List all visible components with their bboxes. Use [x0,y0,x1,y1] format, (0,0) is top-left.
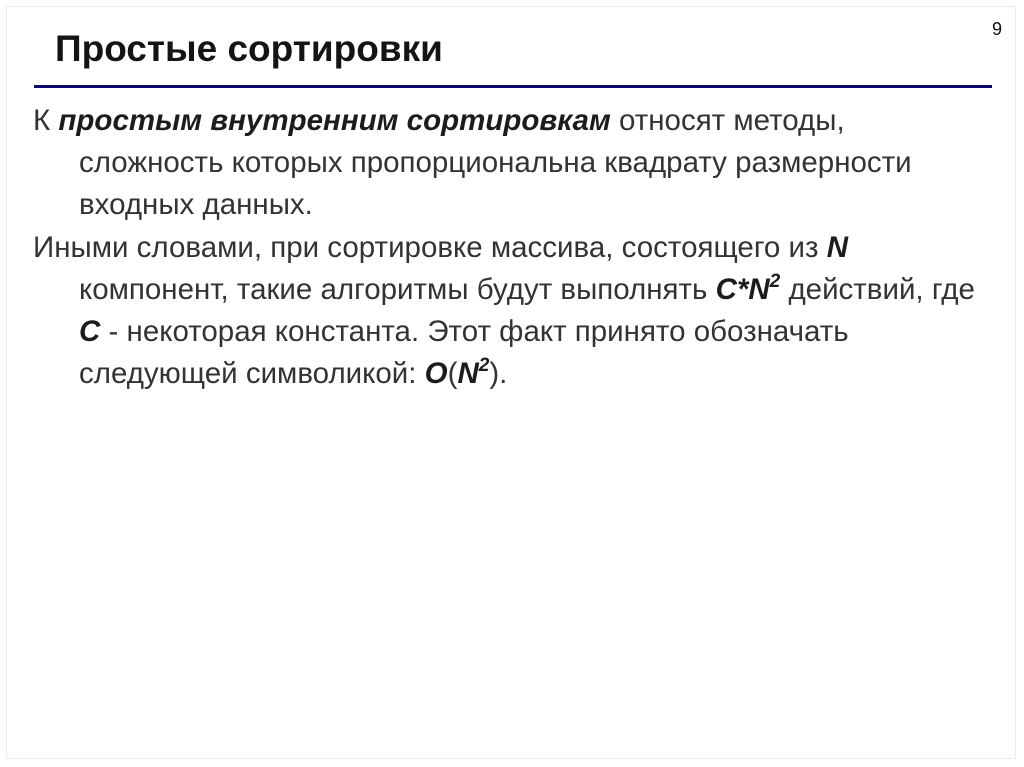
superscript-two: 2 [478,355,490,376]
paragraph-text: относят методы, сложность которых пропорциональна квадрату размерности входных данных. [79,104,912,221]
variable-n: N [826,231,849,264]
formula-c-times-n: C*N [715,273,770,306]
paragraph-text: компонент, такие алгоритмы будут выполнять [79,273,716,306]
slide-number: 9 [991,19,1002,39]
paragraph-text: ( [447,357,458,390]
big-o-symbol: O [424,357,448,390]
paragraph-text: ). [489,357,508,390]
slide-body [33,100,983,396]
slide-title: Простые сортировки [55,28,443,69]
paragraph-text: К [33,104,59,137]
paragraph-explanation [33,227,983,395]
title-underline [34,85,992,88]
variable-c: C [79,315,101,348]
paragraph-text: - некоторая константа. Этот факт принято обозначать следующей символикой: [79,315,849,390]
paragraph-definition [33,100,983,226]
emphasized-term: простым внутренним сортировкам [58,104,611,137]
superscript-two: 2 [769,271,781,292]
variable-n: N [457,357,479,390]
paragraph-text: Иными словами, при сортировке массива, состоящего из [33,231,827,264]
paragraph-text: действий, где [780,273,975,306]
